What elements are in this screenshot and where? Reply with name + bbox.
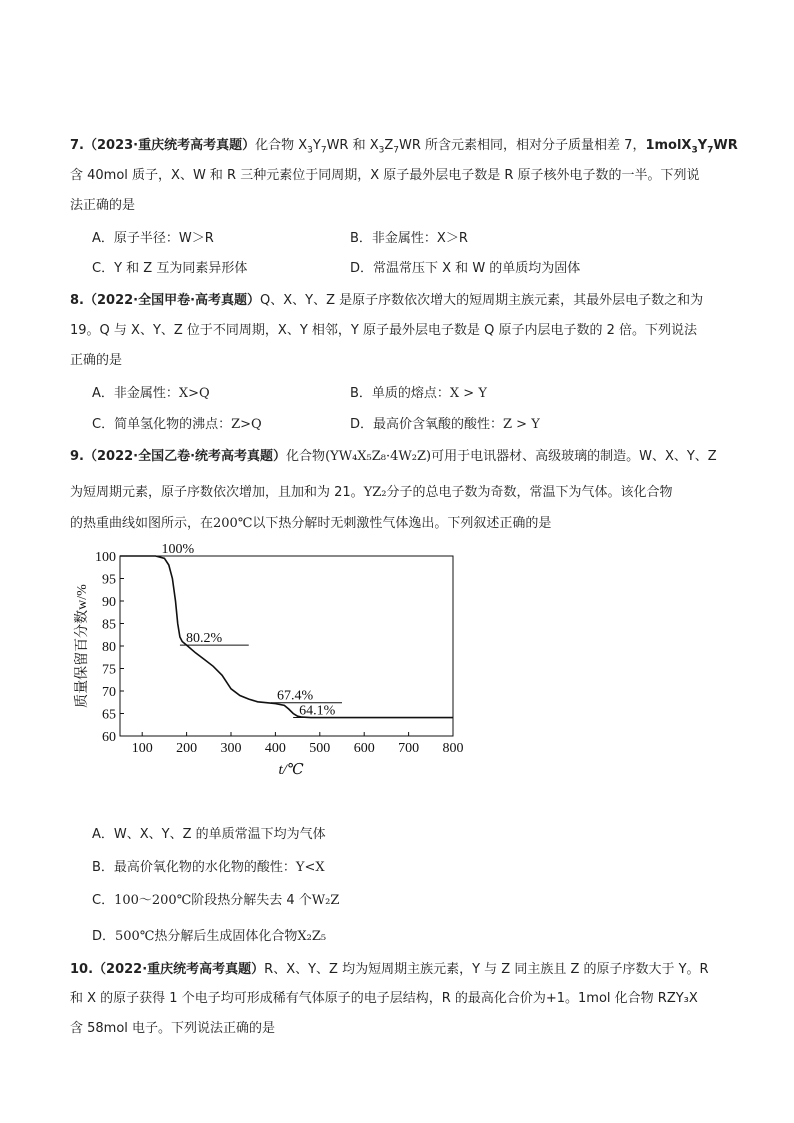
y-tick-label: 80 bbox=[102, 640, 116, 655]
x-tick-label: 500 bbox=[309, 741, 331, 756]
q10-line2: 和 X 的原子获得 1 个电子均可形成稀有气体原子的电子层结构，R 的最高化合价为+1。1mol 化合物 RZY₃X bbox=[70, 991, 698, 1006]
x-axis-label: t/℃ bbox=[278, 762, 304, 778]
x-tick-label: 700 bbox=[398, 741, 420, 756]
q9-line2: 为短周期元素，原子序数依次增加，且加和为 21。YZ₂分子的总电子数为奇数，常温下为气体。该化合物 bbox=[70, 485, 673, 500]
y-tick-label: 100 bbox=[95, 550, 116, 565]
q9-number: 9. bbox=[70, 449, 84, 464]
q8-source: （2022·全国甲卷·高考真题） bbox=[83, 293, 261, 308]
x-tick-label: 100 bbox=[131, 741, 153, 756]
x-tick-label: 600 bbox=[353, 741, 375, 756]
q9-option-a[interactable]: A．W、X、Y、Z 的单质常温下均为气体 bbox=[92, 827, 326, 842]
x-tick-label: 300 bbox=[220, 741, 242, 756]
annotation-label: 100% bbox=[161, 542, 195, 557]
q9-option-d[interactable]: D．500℃热分解后生成固体化合物X₂Z₅ bbox=[92, 929, 327, 944]
plot-frame bbox=[120, 556, 453, 736]
q7-option-d[interactable]: D．常温常压下 X 和 W 的单质均为固体 bbox=[350, 261, 581, 276]
y-tick-label: 75 bbox=[102, 662, 116, 678]
y-tick-label: 90 bbox=[102, 595, 116, 610]
q7-line1: 7.（2023·重庆统考高考真题）化合物 $X_3Y_7WR$ 和 $X_3Z_7WR$ 所含元素相同，相对分子质量相差 7，$1molX_3Y_7WR$ bbox=[70, 138, 738, 156]
q8-option-c[interactable]: C．简单氢化物的沸点：Z>Q bbox=[92, 417, 262, 432]
annotation-label: 64.1% bbox=[299, 703, 336, 719]
q8-option-a[interactable]: A．非金属性：X>Q bbox=[92, 386, 210, 401]
y-tick-label: 65 bbox=[102, 707, 116, 723]
q8-option-b[interactable]: B．单质的熔点：X > Y bbox=[350, 386, 487, 401]
q9-formula: (YW₄X₅Z₈·4W₂Z) bbox=[325, 449, 432, 464]
q8-line2: 19。Q 与 X、Y、Z 位于不同周期，X、Y 相邻，Y 原子最外层电子数是 Q 原子内层电子数的 2 倍。下列说法 bbox=[70, 323, 698, 338]
q7-line3: 法正确的是 bbox=[70, 198, 136, 213]
q7-source: （2023·重庆统考高考真题） bbox=[83, 138, 256, 153]
q10-line1: 10.（2022·重庆统考高考真题）R、X、Y、Z 均为短周期主族元素，Y 与 Z 同主族且 Z 的原子序数大于 Y。R bbox=[70, 962, 709, 977]
q8-option-d[interactable]: D．最高价含氧酸的酸性：Z > Y bbox=[350, 417, 540, 432]
annotation-label: 67.4% bbox=[276, 688, 314, 704]
q9-source: （2022·全国乙卷·统考高考真题） bbox=[83, 449, 287, 464]
x-tick-label: 200 bbox=[176, 741, 198, 756]
y-tick-label: 95 bbox=[102, 572, 116, 588]
q7-option-b[interactable]: B．非金属性：X＞R bbox=[350, 231, 468, 246]
q7-option-a[interactable]: A．原子半径：W＞R bbox=[92, 231, 214, 246]
x-tick-label: 800 bbox=[442, 741, 464, 756]
q10-source: （2022·重庆统考高考真题） bbox=[93, 962, 265, 977]
x-tick-label: 400 bbox=[264, 741, 286, 756]
q8-line1: 8.（2022·全国甲卷·高考真题）Q、X、Y、Z 是原子序数依次增大的短周期主族元素，其最外层电子数之和为 bbox=[70, 293, 704, 308]
q10-number: 10. bbox=[70, 962, 94, 977]
q7-line2: 含 40mol 质子，X、W 和 R 三种元素位于同周期，X 原子最外层电子数是 R 原子核外电子数的一半。下列说 bbox=[70, 168, 700, 183]
y-tick-label: 85 bbox=[102, 617, 116, 633]
annotation-label: 80.2% bbox=[185, 631, 223, 647]
q8-number: 8. bbox=[70, 293, 84, 308]
q8-line3: 正确的是 bbox=[70, 353, 123, 368]
y-tick-label: 60 bbox=[102, 730, 116, 745]
q9-line3: 的热重曲线如图所示，在200℃以下热分解时无刺激性气体逸出。下列叙述正确的是 bbox=[70, 516, 552, 531]
q10-line3: 含 58mol 电子。下列说法正确的是 bbox=[70, 1021, 276, 1036]
thermogravimetric-chart bbox=[70, 540, 480, 780]
q7-number: 7. bbox=[70, 138, 84, 153]
y-tick-label: 70 bbox=[102, 685, 116, 700]
q9-line1: 9.（2022·全国乙卷·统考高考真题）化合物(YW₄X₅Z₈·4W₂Z)可用于电讯器材、高级玻璃的制造。W、X、Y、Z bbox=[70, 449, 717, 464]
q7-option-c[interactable]: C．Y 和 Z 互为同素异形体 bbox=[92, 261, 248, 276]
y-axis-label: 质量保留百分数w/% bbox=[75, 584, 90, 708]
q9-option-c[interactable]: C．100～200℃阶段热分解失去 4 个W₂Z bbox=[92, 893, 340, 908]
q9-option-b[interactable]: B．最高价氧化物的水化物的酸性：Y<X bbox=[92, 860, 325, 875]
